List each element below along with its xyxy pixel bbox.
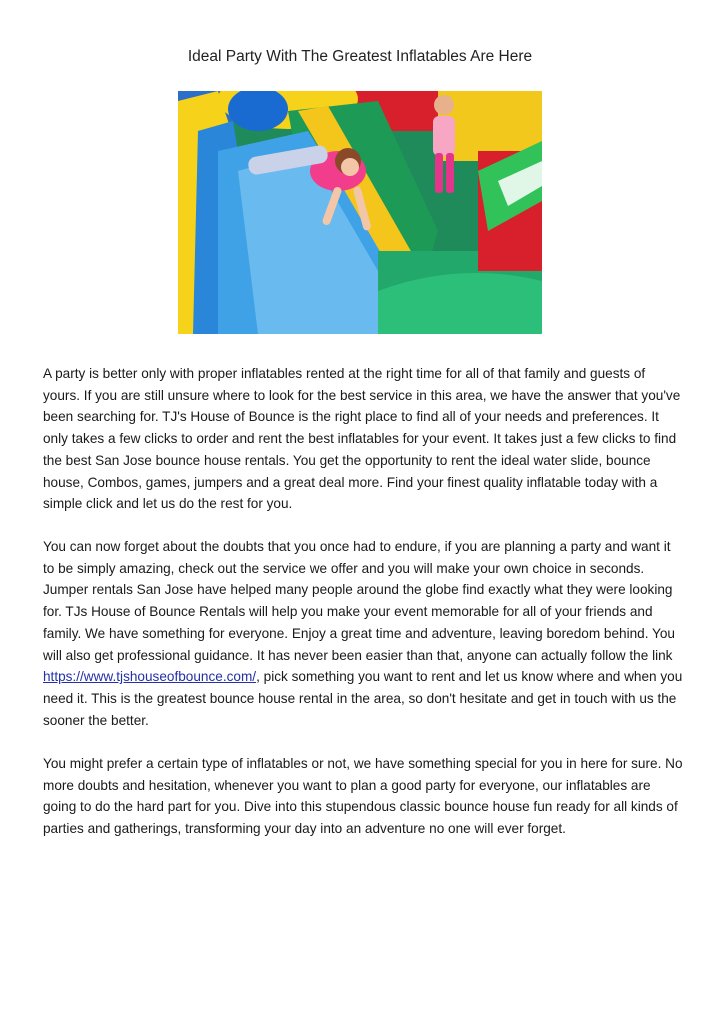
paragraph-doubts	[43, 536, 683, 731]
page-title: Ideal Party With The Greatest Inflatables Are Here	[187, 48, 533, 65]
inflatable-slide-photo	[178, 91, 542, 334]
website-link[interactable]: https://www.tjshouseofbounce.com/	[43, 669, 257, 685]
paragraph-doubts-text-before: You can now forget about the doubts that you once had to endure, if you are planning a party and want it to be simply amazing, check out the service we offer and you will make your own choice in seconds. Jumper rentals San Jose have helped many people around the globe find exactly what they were looking for. TJs House of Bounce Rentals will help you make your event memorable for all of your friends and family. We have something for everyone. Enjoy a great time and adventure, leaving boredom behind. You will also get professional guidance. It has never been easier than that, anyone can actually follow the link	[43, 539, 675, 663]
paragraph-doubts-text-after: , pick something you want to rent and let us know where and when you need it. This is the greatest bounce house rental in the area, so don't hesitate and get in touch with us the sooner the better.	[43, 669, 683, 728]
paragraph-intro: A party is better only with proper inflatables rented at the right time for all of that family and guests of yours. If you are still unsure where to look for the best service in this area, we have the answer that you've been searching for. TJ's House of Bounce is the right place to find all of your needs and preferences. It only takes a few clicks to order and rent the best inflatables for your event. It takes just a few clicks to find the best San Jose bounce house rentals. You get the opportunity to rent the ideal water slide, bounce house, Combos, games, jumpers and a great deal more. Find your finest quality inflatable today with a simple click and let us do the rest for you.	[43, 366, 681, 512]
paragraph-special: You might prefer a certain type of inflatables or not, we have something special for you in here for sure. No more doubts and hesitation, whenever you want to plan a good party for everyone, our inflatables are going to do the hard part for you. Dive into this stupendous classic bounce house fun ready for all kinds of parties and gatherings, transforming your day into an adventure no one will ever forget.	[43, 756, 683, 837]
